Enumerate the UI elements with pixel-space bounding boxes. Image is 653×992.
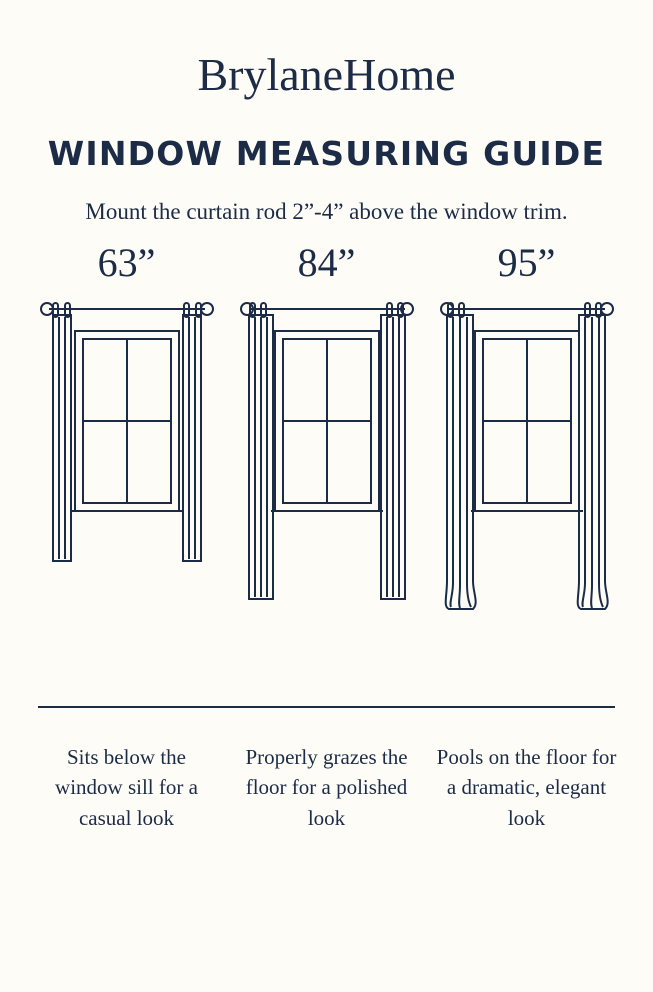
panel-84 [227,240,427,611]
brand-logo: BrylaneHome [197,49,456,100]
window-with-pooling-curtains-icon [427,291,627,611]
size-label: 84” [297,240,356,285]
panel-row [0,240,653,611]
size-label: 95” [497,240,556,285]
caption-95: Pools on the floor for a dramatic, elegant look [436,745,617,830]
window-with-short-curtains-icon [27,291,227,611]
size-label: 63” [97,240,156,285]
panel-95 [427,240,627,611]
measuring-guide-page [0,49,653,992]
page-subtitle: Mount the curtain rod 2”-4” above the window trim. [85,199,568,224]
page-title: WINDOW MEASURING GUIDE [47,134,606,173]
caption-63: Sits below the window sill for a casual look [55,745,198,830]
caption-84: Properly grazes the floor for a polished look [245,745,408,830]
floor-line [38,706,615,708]
window-with-floor-length-curtains-icon [227,291,427,611]
caption-row [0,742,653,833]
panel-63 [27,240,227,611]
